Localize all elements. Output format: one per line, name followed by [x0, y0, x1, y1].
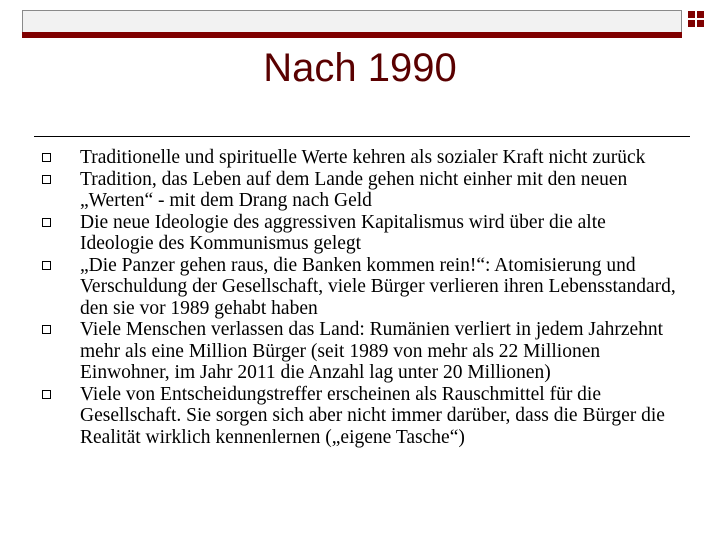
slide-content [40, 147, 680, 448]
corner-square-icon [688, 20, 695, 27]
hollow-square-bullet-icon [42, 261, 51, 270]
bullet-item [40, 319, 680, 384]
bullet-item [40, 255, 680, 320]
bullet-item [40, 169, 680, 212]
bullet-text: Tradition, das Leben auf dem Lande gehen nicht einher mit den neuen „Werten“ - mit dem Drang nach Geld [80, 168, 628, 211]
bullet-item [40, 212, 680, 255]
bullet-list [40, 147, 680, 448]
title-divider [34, 136, 690, 137]
bullet-item [40, 384, 680, 449]
hollow-square-bullet-icon [42, 325, 51, 334]
bullet-text: Viele Menschen verlassen das Land: Rumänien verliert in jedem Jahrzehnt mehr als eine Million Bürger (seit 1989 von mehr als 22 Millionen Einwohner, im Jahr 2011 die Anzahl lag unter 20 Millionen) [80, 319, 664, 383]
corner-square-icon [697, 20, 704, 27]
bullet-text: Die neue Ideologie des aggressiven Kapitalismus wird über die alte Ideologie des Kommunismus gelegt [80, 211, 606, 254]
corner-square-icon [697, 11, 704, 18]
hollow-square-bullet-icon [42, 175, 51, 184]
bullet-item [40, 147, 680, 169]
hollow-square-bullet-icon [42, 390, 51, 399]
bullet-text: „Die Panzer gehen raus, die Banken kommen rein!“: Atomisierung und Verschuldung der Gesellschaft, viele Bürger verlieren ihren Lebensstandard, den sie vor 1989 gehabt haben [80, 254, 676, 319]
slide-title: Nach 1990 [263, 46, 457, 90]
bullet-text: Traditionelle und spirituelle Werte kehren als sozialer Kraft nicht zurück [80, 147, 646, 168]
corner-square-icon [688, 11, 695, 18]
hollow-square-bullet-icon [42, 153, 51, 162]
hollow-square-bullet-icon [42, 218, 51, 227]
header-accent-bar [22, 32, 682, 38]
bullet-text: Viele von Entscheidungstreffer erscheinen als Rauschmittel für die Gesellschaft. Sie sorgen sich aber nicht immer darüber, dass die Bürger die Realität wirklich kennenlernen („eigene Tasche“) [80, 383, 665, 448]
